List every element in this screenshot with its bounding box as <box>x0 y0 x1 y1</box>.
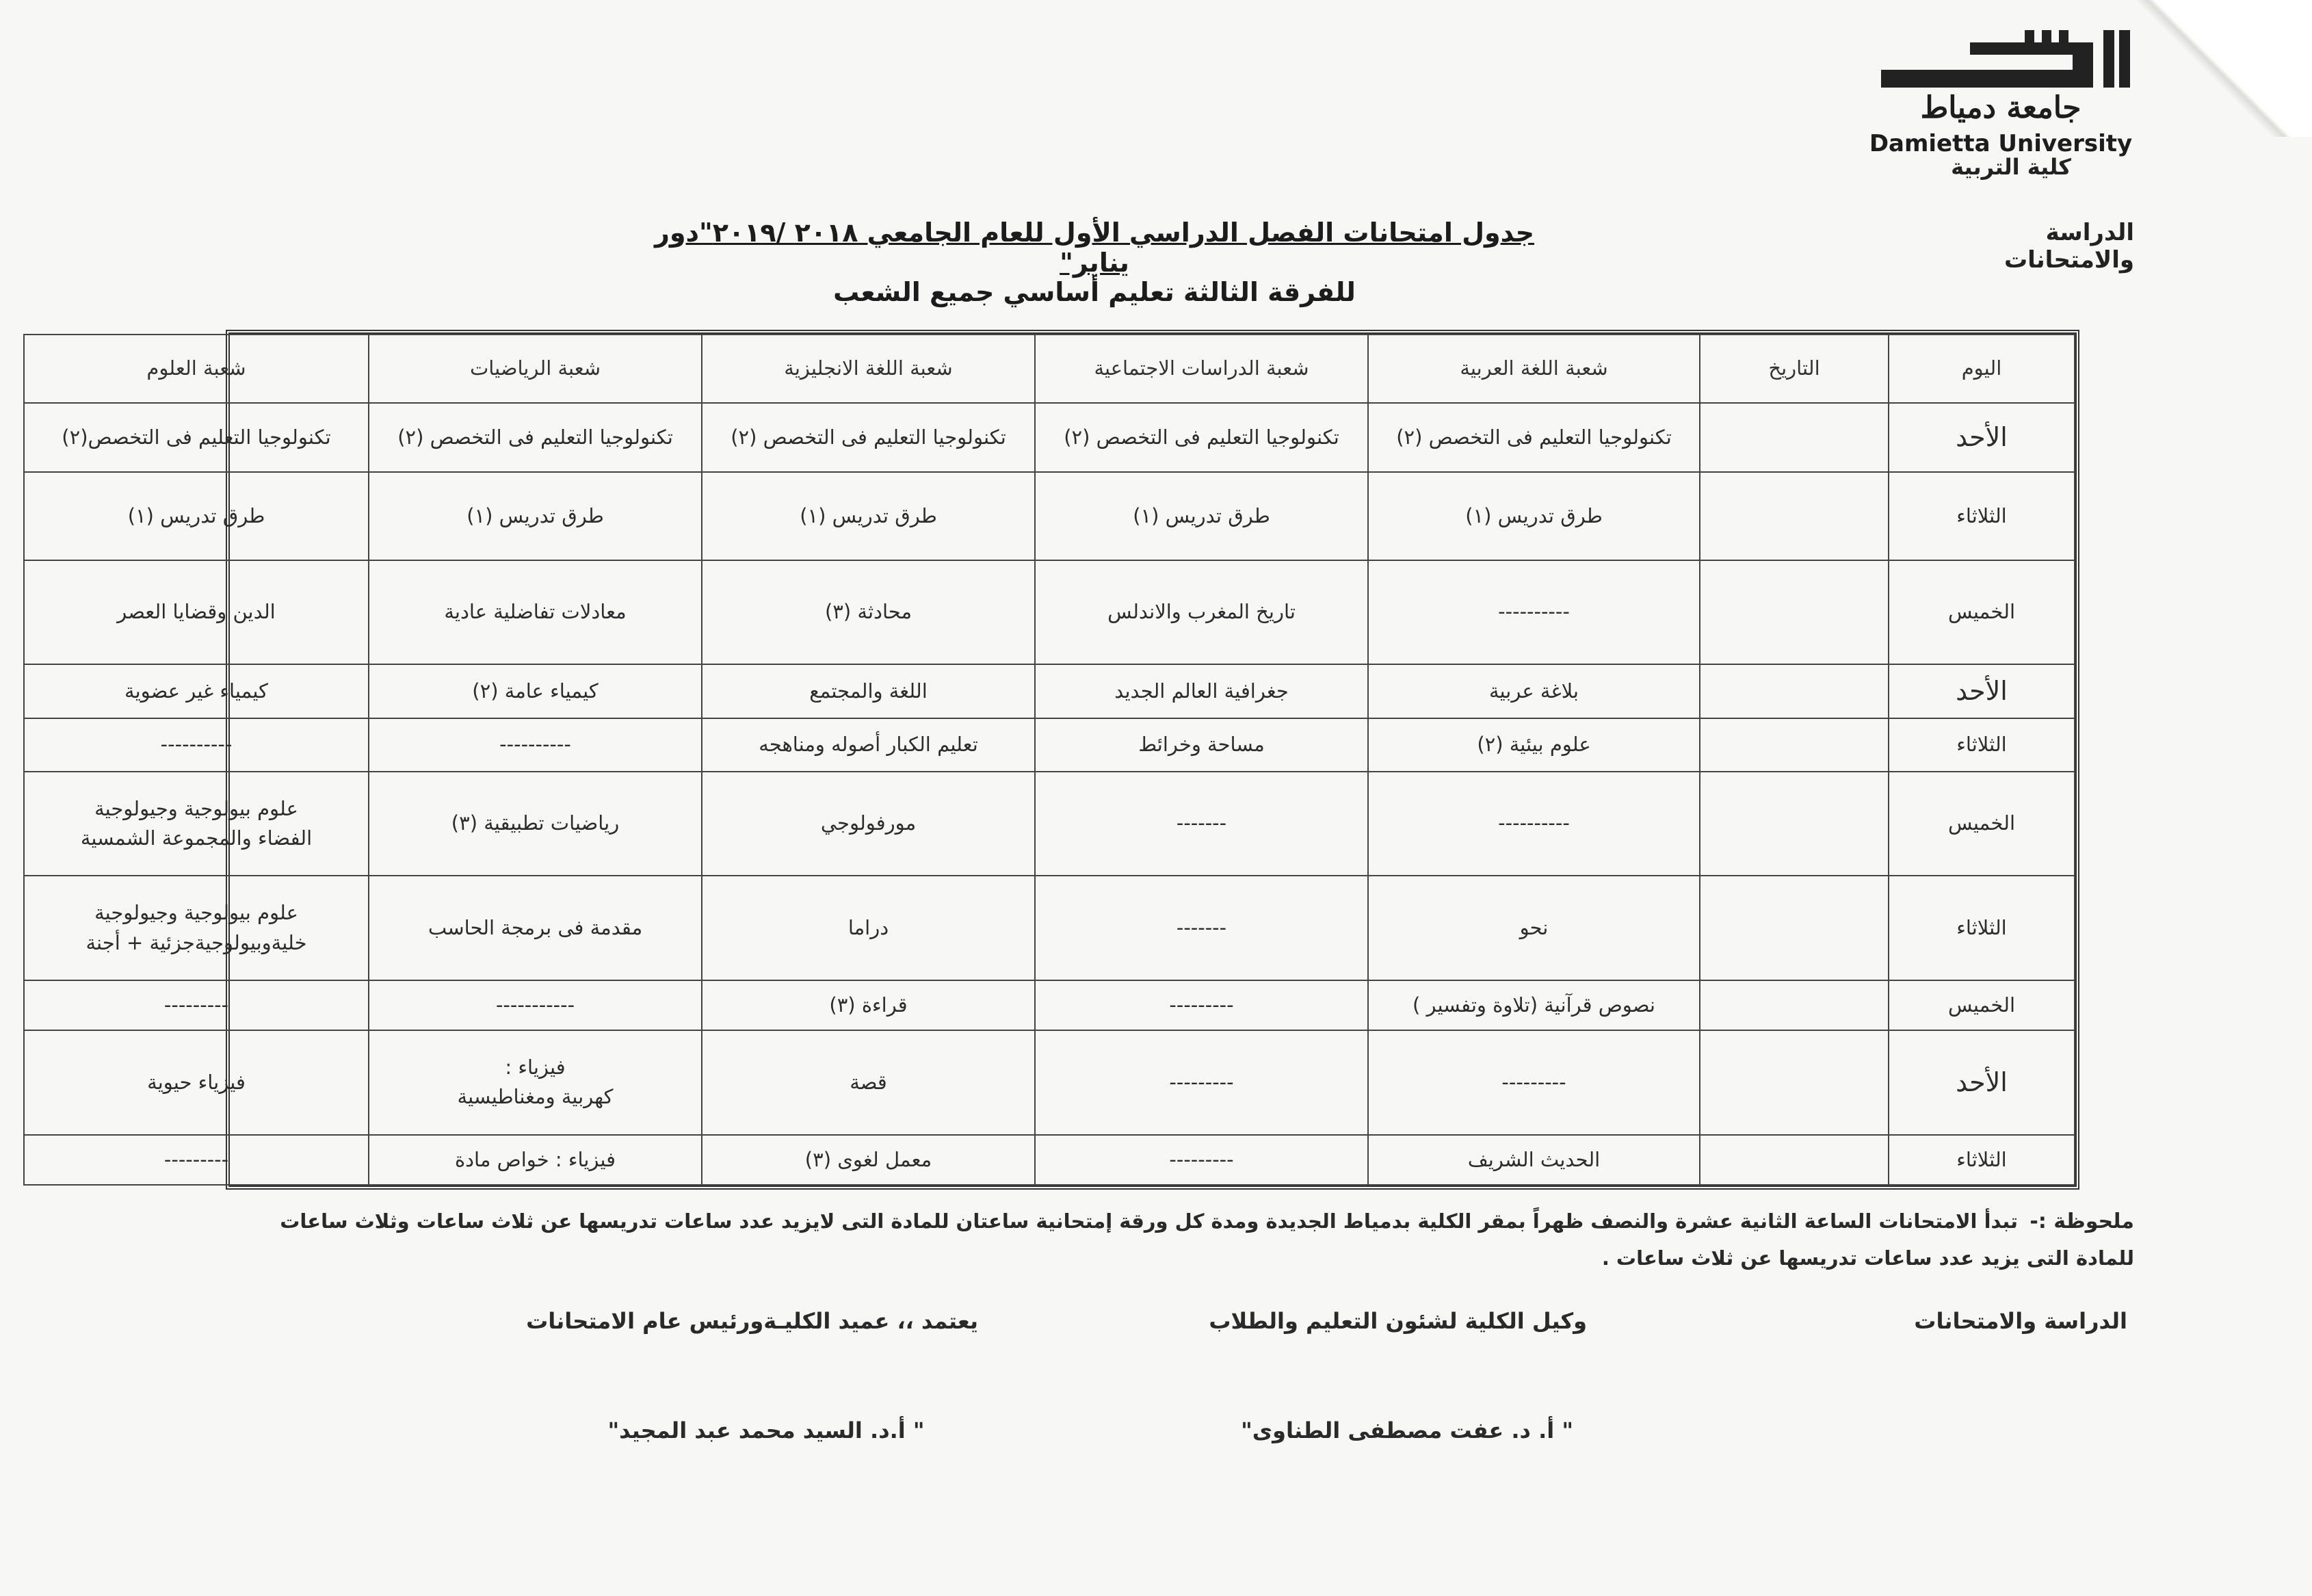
university-name-arabic: جامعة دمياط <box>1920 90 2081 125</box>
table-header-row <box>24 335 2075 403</box>
table-row <box>24 772 2075 876</box>
date-cell <box>1700 1030 1889 1135</box>
english-cell: اللغة والمجتمع <box>702 664 1035 718</box>
header-math: شعبة الرياضيات <box>369 335 702 403</box>
science-cell-line: علوم بيولوجية وجيولوجية <box>94 796 298 820</box>
faculty-name: كلية التربية <box>1951 154 2071 180</box>
english-cell: تكنولوجيا التعليم فى التخصص (٢) <box>702 403 1035 473</box>
arabic-cell: علوم بيئية (٢) <box>1368 718 1700 771</box>
english-cell: مورفولوجي <box>702 772 1035 876</box>
arabic-cell: ---------- <box>1368 560 1700 665</box>
day-cell: الخميس <box>1889 772 2075 876</box>
exam-schedule-table <box>23 334 2075 1186</box>
science-cell: الدين وقضايا العصر <box>24 560 369 665</box>
header-date: التاريخ <box>1700 335 1889 403</box>
math-cell-line: فيزياء : <box>505 1055 566 1079</box>
table-row <box>24 980 2075 1030</box>
date-cell <box>1700 876 1889 980</box>
social-cell: --------- <box>1035 980 1368 1030</box>
date-cell <box>1700 664 1889 718</box>
signature-department: الدراسة والامتحانات <box>1914 1308 2127 1334</box>
social-cell: تكنولوجيا التعليم فى التخصص (٢) <box>1035 403 1368 473</box>
science-cell-line: خليةوبيولوجيةجزئية + أجنة <box>86 930 307 954</box>
arabic-cell: بلاغة عربية <box>1368 664 1700 718</box>
social-cell: --------- <box>1035 1135 1368 1185</box>
document-subtitle: للفرقة الثالثة تعليم أساسي جميع الشعب <box>833 277 1356 307</box>
day-cell: الثلاثاء <box>1889 876 2075 980</box>
science-cell: --------- <box>24 980 369 1030</box>
table-row <box>24 718 2075 771</box>
science-cell: طرق تدريس (١) <box>24 472 369 560</box>
math-cell: تكنولوجيا التعليم فى التخصص (٢) <box>369 403 702 473</box>
header-social: شعبة الدراسات الاجتماعية <box>1035 335 1368 403</box>
university-name-english: Damietta University <box>1869 130 2133 157</box>
social-cell: --------- <box>1035 1030 1368 1135</box>
signature-vice-dean-title: وكيل الكلية لشئون التعليم والطلاب <box>1209 1308 1587 1334</box>
day-cell: الأحد <box>1889 403 2075 473</box>
header-arabic: شعبة اللغة العربية <box>1368 335 1700 403</box>
arabic-cell: نصوص قرآنية (تلاوة وتفسير ) <box>1368 980 1700 1030</box>
day-cell: الأحد <box>1889 1030 2075 1135</box>
note-line-2: للمادة التى يزيد عدد ساعات تدريسها عن ثلاث ساعات . <box>1601 1246 2134 1270</box>
day-cell: الثلاثاء <box>1889 1135 2075 1185</box>
science-cell: فيزياء حيوية <box>24 1030 369 1135</box>
table-row <box>24 1030 2075 1135</box>
social-cell: جغرافية العالم الجديد <box>1035 664 1368 718</box>
arabic-cell: --------- <box>1368 1030 1700 1135</box>
date-cell <box>1700 472 1889 560</box>
day-cell: الخميس <box>1889 560 2075 665</box>
note-line-1: تبدأ الامتحانات الساعة الثانية عشرة والنصف ظهراً بمقر الكلية بدمياط الجديدة ومدة كل ورقة إمتحانية ساعتان للمادة التى لايزيد عدد ساعات تدريسها عن ثلاث ساعات وثلاث ساعات <box>280 1209 2018 1233</box>
note-label: ملحوظة :- <box>2029 1209 2134 1233</box>
signature-dean-title: يعتمد ،، عميد الكليـةورئيس عام الامتحانات <box>526 1308 978 1334</box>
exam-schedule-table-frame <box>62 330 2079 1190</box>
math-cell: معادلات تفاضلية عادية <box>369 560 702 665</box>
header-science: شعبة العلوم <box>24 335 369 403</box>
social-cell: ------- <box>1035 876 1368 980</box>
english-cell: طرق تدريس (١) <box>702 472 1035 560</box>
table-row <box>24 403 2075 473</box>
english-cell: دراما <box>702 876 1035 980</box>
day-cell: الثلاثاء <box>1889 718 2075 771</box>
math-cell: فيزياء : خواص مادة <box>369 1135 702 1185</box>
day-cell: الخميس <box>1889 980 2075 1030</box>
english-cell: قصة <box>702 1030 1035 1135</box>
math-cell: طرق تدريس (١) <box>369 472 702 560</box>
math-cell <box>369 1030 702 1135</box>
science-cell: --------- <box>24 1135 369 1185</box>
table-row <box>24 664 2075 718</box>
document-title: جدول امتحانات الفصل الدراسي الأول للعام الجامعي ٢٠١٨ /٢٠١٩"دور يناير" <box>654 218 1535 278</box>
social-cell: طرق تدريس (١) <box>1035 472 1368 560</box>
arabic-cell: تكنولوجيا التعليم فى التخصص (٢) <box>1368 403 1700 473</box>
day-cell: الأحد <box>1889 664 2075 718</box>
date-cell <box>1700 1135 1889 1185</box>
signature-dean-name: " أ.د. السيد محمد عبد المجيد" <box>607 1417 925 1443</box>
english-cell: محادثة (٣) <box>702 560 1035 665</box>
social-cell: تاريخ المغرب والاندلس <box>1035 560 1368 665</box>
science-cell <box>24 876 369 980</box>
math-cell-line: كهربية ومغناطيسية <box>457 1085 614 1109</box>
arabic-cell: ---------- <box>1368 772 1700 876</box>
department-name: الدراسة والامتحانات <box>2004 219 2134 274</box>
english-cell: تعليم الكبار أصوله ومناهجه <box>702 718 1035 771</box>
science-cell-line: الفضاء والمجموعة الشمسية <box>80 826 313 850</box>
arabic-cell: الحديث الشريف <box>1368 1135 1700 1185</box>
math-cell: رياضيات تطبيقية (٣) <box>369 772 702 876</box>
science-cell: تكنولوجيا التعليم فى التخصص(٢) <box>24 403 369 473</box>
table-row <box>24 876 2075 980</box>
arabic-cell: نحو <box>1368 876 1700 980</box>
date-cell <box>1700 980 1889 1030</box>
table-row <box>24 560 2075 665</box>
day-cell: الثلاثاء <box>1889 472 2075 560</box>
science-cell <box>24 772 369 876</box>
science-cell-line: علوم بيولوجية وجيولوجية <box>94 901 298 925</box>
science-cell: ---------- <box>24 718 369 771</box>
signature-vice-dean-name: " أ. د. عفت مصطفى الطناوى" <box>1241 1417 1573 1443</box>
english-cell: معمل لغوى (٣) <box>702 1135 1035 1185</box>
math-cell: مقدمة فى برمجة الحاسب <box>369 876 702 980</box>
arabic-cell: طرق تدريس (١) <box>1368 472 1700 560</box>
science-cell: كيمياء غير عضوية <box>24 664 369 718</box>
date-cell <box>1700 718 1889 771</box>
university-logo-mark-icon <box>1867 27 2134 92</box>
header-english: شعبة اللغة الانجليزية <box>702 335 1035 403</box>
social-cell: مساحة وخرائط <box>1035 718 1368 771</box>
social-cell: ------- <box>1035 772 1368 876</box>
table-row <box>24 472 2075 560</box>
date-cell <box>1700 403 1889 473</box>
math-cell: كيمياء عامة (٢) <box>369 664 702 718</box>
english-cell: قراءة (٣) <box>702 980 1035 1030</box>
university-logo <box>1867 27 2134 164</box>
date-cell <box>1700 772 1889 876</box>
paper-corner-fold <box>2120 0 2312 137</box>
math-cell: ---------- <box>369 718 702 771</box>
math-cell: ----------- <box>369 980 702 1030</box>
header-day: اليوم <box>1889 335 2075 403</box>
date-cell <box>1700 560 1889 665</box>
table-row <box>24 1135 2075 1185</box>
